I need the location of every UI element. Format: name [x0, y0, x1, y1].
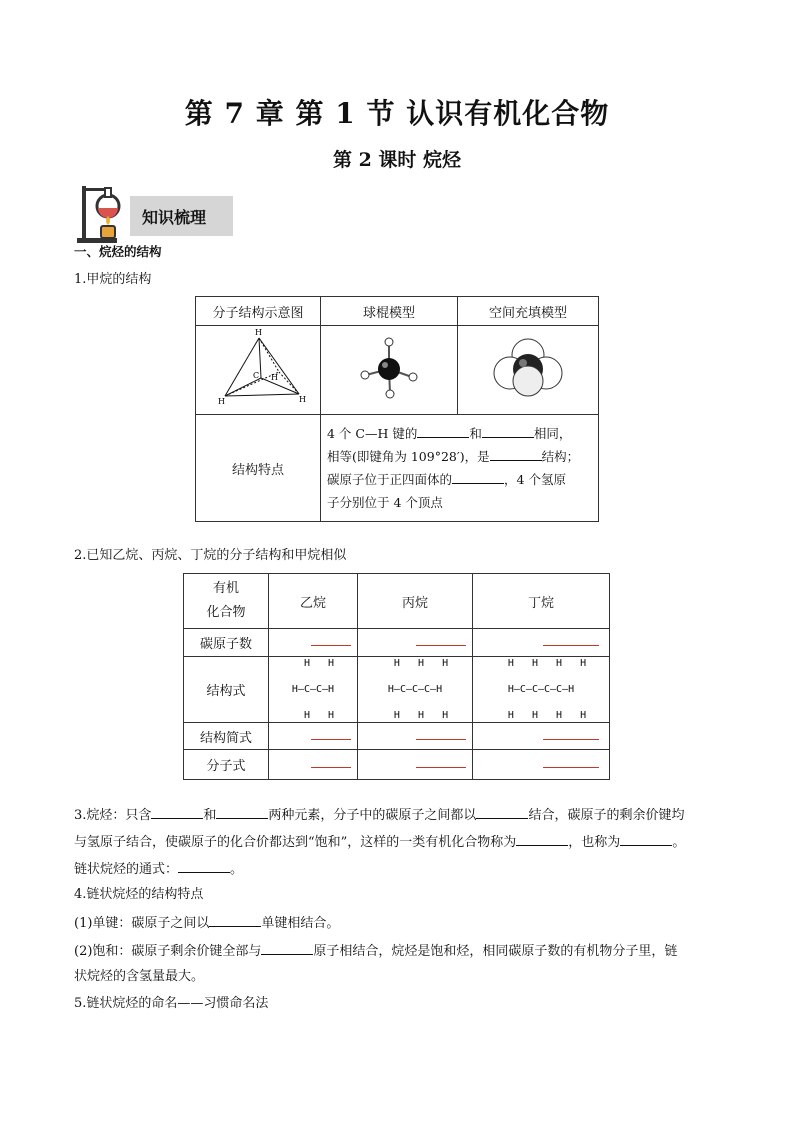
column-header: 丁烷: [473, 574, 610, 629]
row-label: 结构简式: [184, 723, 269, 750]
q1-title: 1.甲烷的结构: [74, 272, 152, 287]
lab-flask-icon: [74, 180, 134, 244]
q4-title: 4.链状烷烃的结构特点: [74, 887, 204, 902]
section-heading: 一、烷烃的结构: [74, 244, 162, 259]
fill-blank[interactable]: [620, 831, 672, 846]
answer-blank[interactable]: [416, 759, 466, 768]
fill-blank[interactable]: [178, 858, 230, 873]
page-title: 第 7 章 第 1 节 认识有机化合物: [184, 97, 610, 130]
ball-stick-model: [354, 333, 424, 403]
table1-header: 分子结构示意图: [196, 297, 321, 326]
answer-blank[interactable]: [543, 637, 599, 646]
svg-text:H: H: [271, 373, 278, 382]
q5-title: 5.链状烷烃的命名——习惯命名法: [74, 996, 269, 1011]
fill-blank[interactable]: [417, 423, 469, 438]
answer-blank[interactable]: [311, 731, 351, 740]
column-header: 丙烷: [358, 574, 473, 629]
answer-blank[interactable]: [543, 731, 599, 740]
fill-blank[interactable]: [482, 423, 534, 438]
q4-line2: (2)饱和：碳原子剩余价键全部与 原子相结合，烷烃是饱和烃，相同碳原子数的有机物分子里，链: [74, 940, 677, 962]
svg-text:H: H: [218, 397, 225, 406]
answer-blank[interactable]: [311, 637, 351, 646]
answer-blank[interactable]: [416, 731, 466, 740]
structure-features: 4 个 C—H 键的 和 相同， 相等(即键角为 109°28′)，是 结构； 碳原子位于正四面体的 ，4 个氢原 子分别位于 4 个顶点: [321, 415, 599, 522]
tetrahedron-diagram: [203, 326, 313, 410]
table1-header: 空间充填模型: [458, 297, 599, 326]
row-label: 结构式: [184, 657, 269, 723]
answer-blank[interactable]: [311, 759, 351, 768]
fill-blank[interactable]: [216, 804, 268, 819]
alkanes-table: 有机 化合物 乙烷 丙烷 丁烷 碳原子数 结构式 H H H—C—C—H H H H H H H—C—C—C—H H H H H H H H H—C—C—C—C—H H H H H 结构简式 分子式: [183, 573, 610, 780]
q4-line1: (1)单键：碳原子之间以 单键相结合。: [74, 912, 339, 934]
fill-blank[interactable]: [209, 912, 261, 927]
row-label: 分子式: [184, 750, 269, 780]
fill-blank[interactable]: [452, 469, 504, 484]
column-header: 乙烷: [269, 574, 358, 629]
page-subtitle: 第 2 课时 烷烃: [332, 149, 462, 171]
svg-text:H: H: [255, 328, 262, 337]
fill-blank[interactable]: [516, 831, 568, 846]
fill-blank[interactable]: [151, 804, 203, 819]
q3-line2: 与氢原子结合，使碳原子的化合价都达到“饱和”，这样的一类有机化合物称为 ，也称为 。: [74, 831, 685, 853]
structural-formula: H H H—C—C—H H H: [269, 657, 358, 723]
q3-line1: 3.烷烃：只含 和 两种元素，分子中的碳原子之间都以 结合，碳原子的剩余价键均: [74, 804, 684, 826]
fill-blank[interactable]: [476, 804, 528, 819]
table1-row-label: 结构特点: [196, 415, 321, 522]
space-filling-model: [488, 333, 568, 403]
section-badge: 知识梳理: [130, 196, 233, 236]
row-label: 碳原子数: [184, 629, 269, 657]
fill-blank[interactable]: [261, 940, 313, 955]
methane-table: [195, 296, 599, 522]
structural-formula: H H H H H—C—C—C—C—H H H H H: [473, 657, 610, 723]
answer-blank[interactable]: [543, 759, 599, 768]
q3-line3: 链状烷烃的通式： 。: [74, 858, 243, 880]
svg-text:C: C: [253, 371, 260, 380]
q2-title: 2.已知乙烷、丙烷、丁烷的分子结构和甲烷相似: [74, 548, 347, 563]
q4-line3: 状烷烃的含氢量最大。: [74, 969, 205, 984]
answer-blank[interactable]: [416, 637, 466, 646]
svg-text:H: H: [299, 395, 306, 404]
table1-header: 球棍模型: [321, 297, 458, 326]
fill-blank[interactable]: [490, 446, 542, 461]
structural-formula: H H H H—C—C—C—H H H H: [358, 657, 473, 723]
